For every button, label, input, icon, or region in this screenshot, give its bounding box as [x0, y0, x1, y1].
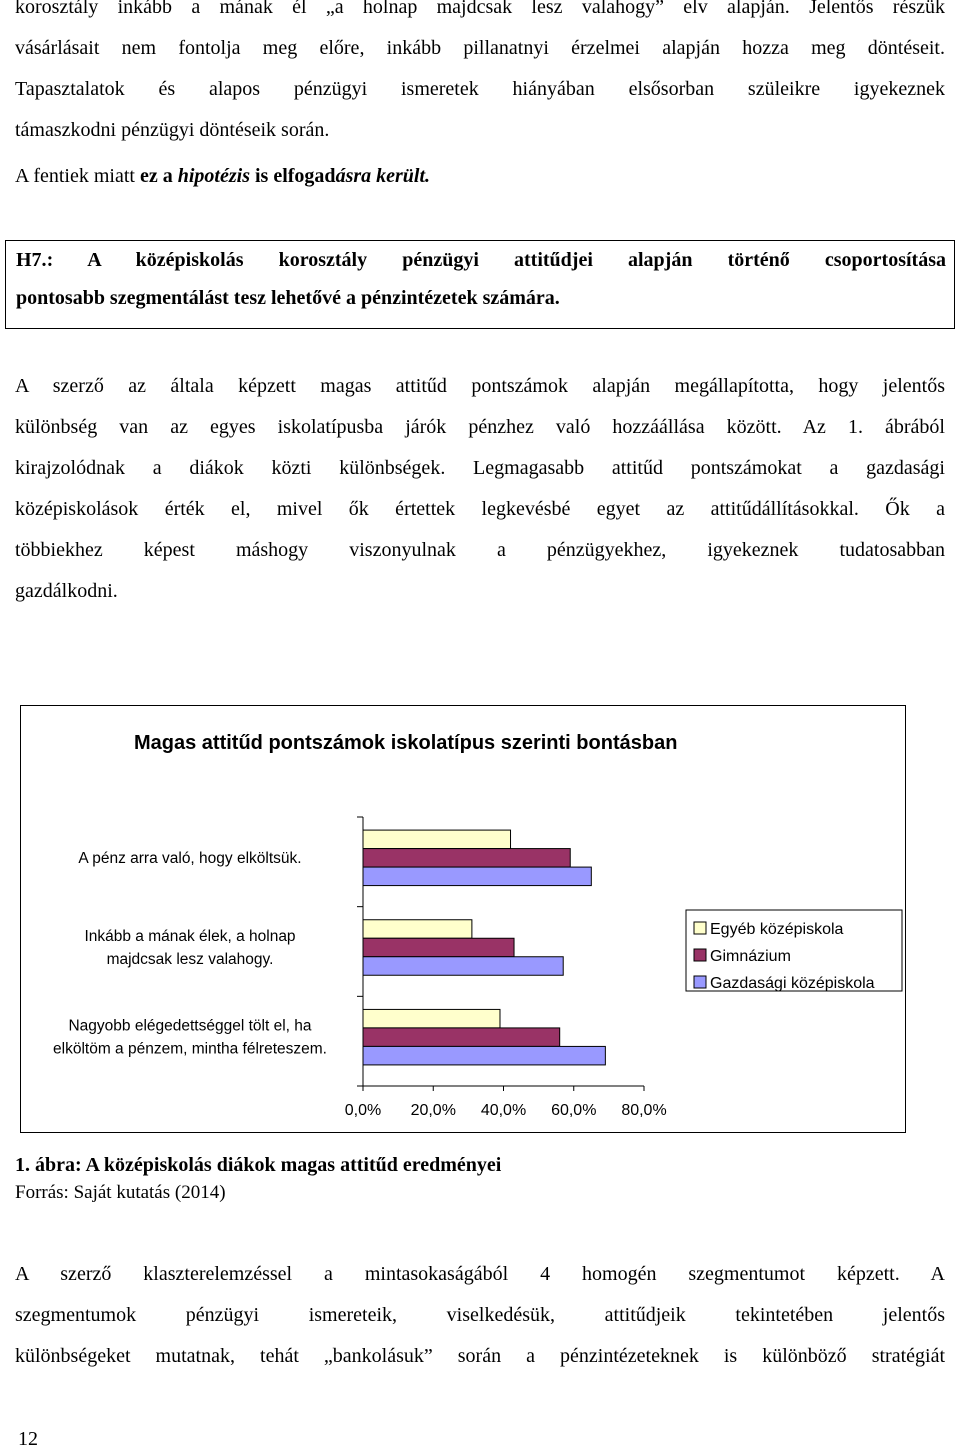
- bar: [363, 1028, 560, 1047]
- legend-label: Egyéb középiskola: [710, 921, 844, 938]
- hypothesis-box: [5, 240, 955, 329]
- x-tick-label: 40,0%: [480, 1102, 527, 1119]
- conclusion-prefix: A fentiek miatt: [15, 165, 140, 187]
- bar: [363, 1009, 500, 1028]
- text-line: középiskolások érték el, mivel ők értettek legkevésbé egyet az attitűdállításokkal. Ők a: [15, 498, 945, 520]
- text-line: gazdálkodni.: [15, 580, 118, 602]
- category-label: A pénz arra való, hogy elköltsük.: [78, 849, 302, 867]
- category-label: majdcsak lesz valahogy.: [106, 951, 274, 968]
- legend-label: Gimnázium: [710, 948, 791, 965]
- category-label: elköltöm a pénzem, mintha félreteszem.: [53, 1040, 327, 1058]
- conclusion-bold-italic: hipotézis: [177, 165, 250, 187]
- text-line: különbség van az egyes iskolatípusba járók pénzhez való hozzáállása között. Az 1. ábrából: [15, 416, 945, 438]
- chart-frame: [20, 705, 906, 1133]
- bar: [363, 867, 591, 886]
- text-line: támaszkodni pénzügyi döntéseik során.: [15, 119, 330, 141]
- bar: [363, 957, 563, 976]
- conclusion-line: [15, 160, 430, 192]
- paragraph-1: [15, 0, 945, 151]
- category-label: Inkább a mának élek, a holnap: [84, 928, 296, 945]
- text-line: szegmentumok pénzügyi ismereteik, viselkedésük, attitűdjeik tekintetében jelentős: [15, 1304, 945, 1326]
- text-line: vásárlásait nem fontolja meg előre, inkább pillanatnyi érzelmei alapján hozza meg döntéseit.: [15, 37, 945, 59]
- x-tick-label: 0,0%: [344, 1102, 382, 1119]
- paragraph-3: [15, 1254, 945, 1377]
- hypothesis-text-1: : A középiskolás korosztály pénzügyi attitűdjei alapján történő csoportosítása: [46, 249, 946, 271]
- paragraph-2: [15, 366, 945, 612]
- text-line: A szerző klaszterelemzéssel a mintasokaságából 4 homogén szegmentumot képzett. A: [15, 1263, 945, 1285]
- legend-label: Gazdasági középiskola: [710, 975, 875, 992]
- bar: [363, 920, 472, 939]
- hypothesis-label: H7.: [16, 249, 47, 271]
- figure-caption: 1. ábra: A középiskolás diákok magas attitűd eredményei: [15, 1154, 502, 1176]
- chart-title: Magas attitűd pontszámok iskolatípus szerinti bontásban: [134, 732, 678, 754]
- hypothesis-line-2: pontosabb szegmentálást tesz lehetővé a pénzintézetek számára.: [16, 287, 560, 309]
- text-line: korosztály inkább a mának él „a holnap majdcsak lesz valahogy” elv alapján. Jelentős részük: [15, 0, 945, 18]
- bar: [363, 938, 514, 957]
- conclusion-bold-2: is elfogad: [250, 165, 336, 187]
- conclusion-bold-italic-2: ásra került.: [335, 165, 431, 187]
- bar: [363, 1046, 605, 1065]
- bar-chart: [21, 706, 907, 1134]
- figure-source: Forrás: Saját kutatás (2014): [15, 1182, 226, 1203]
- x-tick-label: 60,0%: [551, 1102, 597, 1119]
- legend-swatch: [694, 949, 706, 961]
- text-line: különbségeket mutatnak, tehát „bankolásuk” során a pénzintézeteknek is különböző stratégiát: [15, 1345, 945, 1367]
- x-tick-label: 80,0%: [621, 1102, 667, 1119]
- page-number: 12: [18, 1428, 38, 1450]
- hypothesis-line-1: [16, 249, 946, 272]
- legend-swatch: [694, 922, 706, 934]
- text-line: többiekhez képest máshogy viszonyulnak a pénzügyekhez, igyekeznek tudatosabban: [15, 539, 945, 561]
- conclusion-bold-1: ez a: [139, 165, 178, 187]
- bar: [363, 830, 511, 849]
- text-line: kirajzolódnak a diákok közti különbségek. Legmagasabb attitűd pontszámokat a gazdasági: [15, 457, 945, 479]
- bar: [363, 849, 570, 868]
- text-line: A szerző az általa képzett magas attitűd pontszámok alapján megállapította, hogy jelentős: [15, 375, 945, 397]
- legend-swatch: [694, 976, 706, 988]
- x-tick-label: 20,0%: [410, 1102, 456, 1119]
- text-line: Tapasztalatok és alapos pénzügyi ismeretek hiányában elsősorban szüleikre igyekeznek: [15, 78, 945, 100]
- category-label: Nagyobb elégedettséggel tölt el, ha: [68, 1017, 312, 1035]
